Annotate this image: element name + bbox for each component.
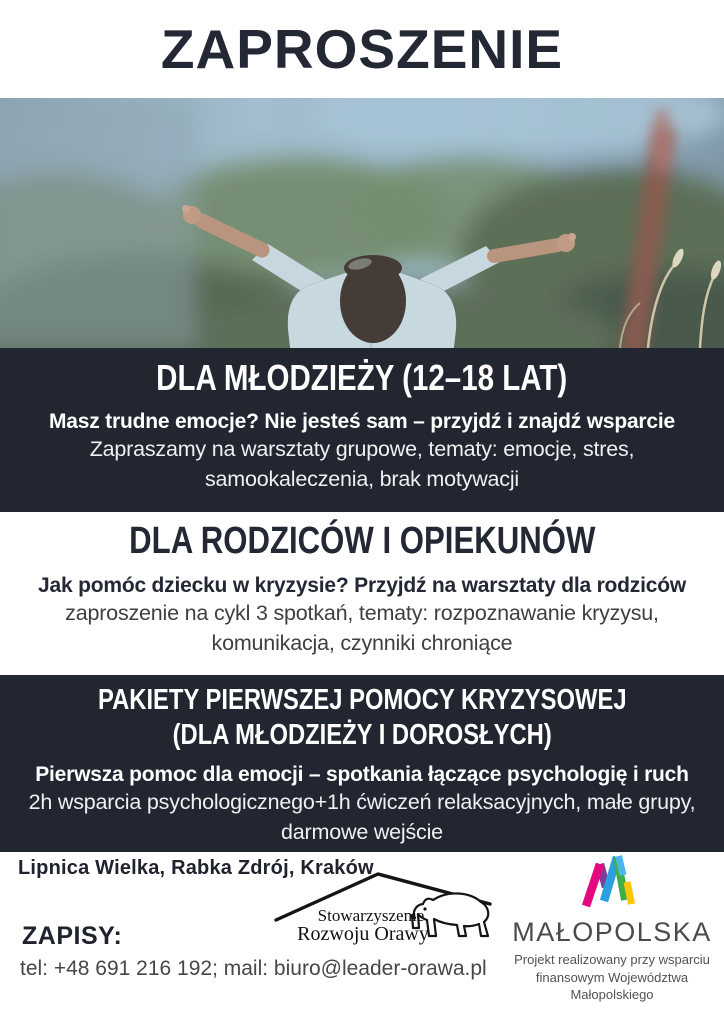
- youth-body-line1: Zapraszamy na warsztaty grupowe, tematy: emocje, stres,: [89, 437, 635, 461]
- parents-body-line2: komunikacja, czynniki chroniące: [211, 631, 513, 655]
- youth-lead: Masz trudne emocje? Nie jesteś sam – przyjdź i znajdź wsparcie: [49, 410, 675, 433]
- locations-text: Lipnica Wielka, Rabka Zdrój, Kraków: [18, 857, 374, 879]
- orawa-logo-line1: Stowarzyszenie: [317, 906, 425, 925]
- youth-heading: DLA MŁODZIEŻY (12–18 LAT): [156, 357, 568, 398]
- parents-body-line1: zaproszenie na cykl 3 spotkań, tematy: rozpoznawanie kryzysu,: [65, 601, 659, 625]
- packages-body-line1: 2h wsparcia psychologicznego+1h ćwiczeń relaksacyjnych, małe grupy,: [28, 790, 696, 814]
- hero-photo: [0, 98, 724, 348]
- section-youth: [0, 348, 724, 512]
- youth-body-line2: samookaleczenia, brak motywacji: [204, 467, 520, 491]
- orawa-logo-line2: Rozwoju Orawy: [297, 923, 429, 945]
- contact-text: tel: +48 691 216 192; mail: biuro@leader-orawa.pl: [20, 957, 487, 980]
- mountain-bear-icon: [268, 858, 508, 958]
- packages-body-line2: darmowe wejście: [281, 820, 443, 844]
- parents-lead: Jak pomóc dziecku w kryzysie? Przyjdź na warsztaty dla rodziców: [38, 574, 686, 597]
- malopolska-wordmark: MAŁOPOLSKA: [512, 917, 712, 947]
- poster-title: ZAPROSZENIE: [160, 18, 564, 80]
- poster-footer: [0, 852, 724, 1024]
- packages-heading-line1: PAKIETY PIERWSZEJ POMOCY KRYZYSOWEJ: [97, 684, 627, 716]
- orawa-association-logo: [268, 858, 508, 958]
- hero-photo-illustration: [0, 98, 724, 348]
- poster-header: [0, 0, 724, 98]
- malopolska-m-icon: [580, 854, 644, 910]
- malopolska-caption-line1: Projekt realizowany przy wsparciu: [514, 952, 710, 967]
- section-parents: [0, 512, 724, 675]
- section-packages: [0, 675, 724, 852]
- packages-lead: Pierwsza pomoc dla emocji – spotkania łączące psychologię i ruch: [35, 763, 689, 786]
- parents-heading: DLA RODZICÓW I OPIEKUNÓW: [128, 520, 596, 562]
- malopolska-caption-line2: finansowym Województwa: [535, 969, 689, 985]
- malopolska-logo: [502, 854, 722, 1004]
- signup-label: ZAPISY:: [22, 922, 123, 950]
- malopolska-caption-line3: Małopolskiego: [570, 987, 654, 1002]
- packages-heading-line2: (DLA MŁODZIEŻY I DOROSŁYCH): [172, 719, 552, 751]
